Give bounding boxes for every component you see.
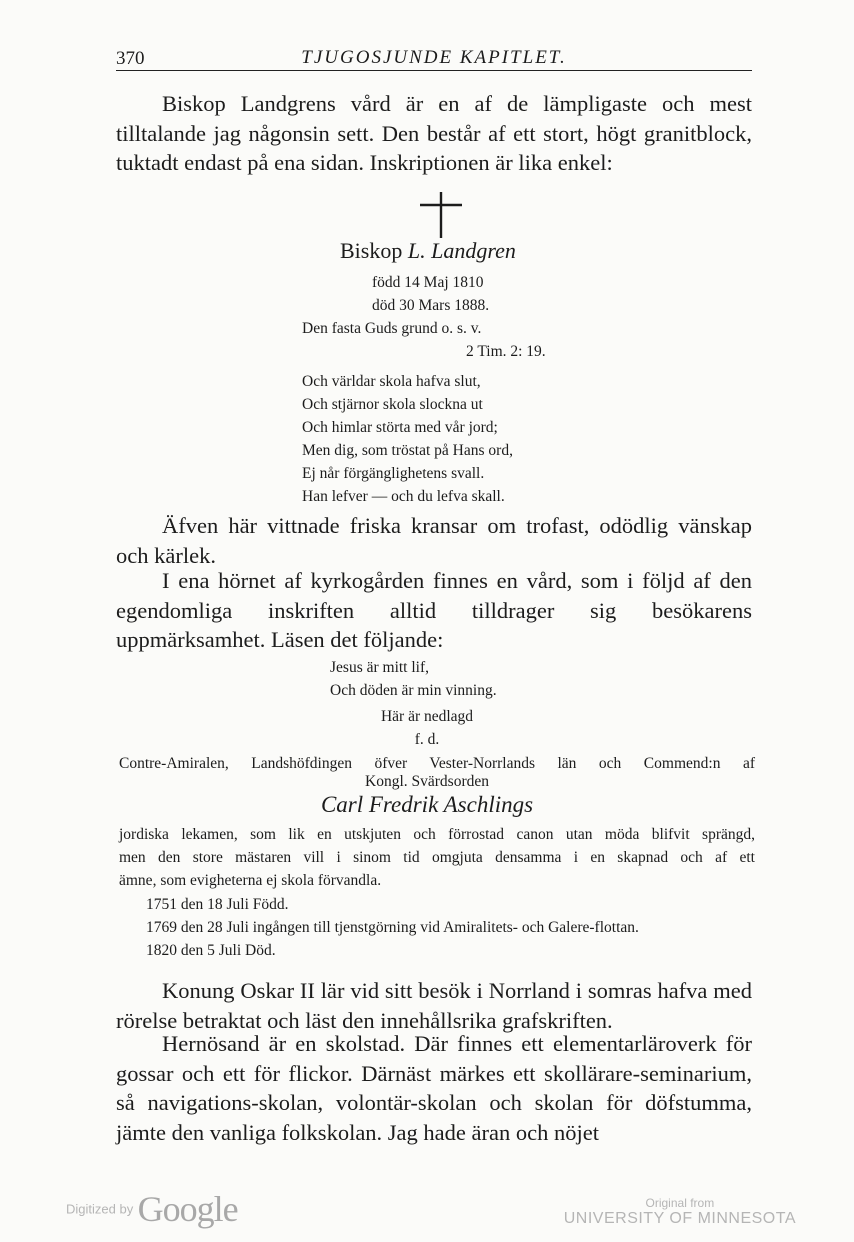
epitaph-name-prefix: Biskop [340,238,408,263]
paragraph-king-oskar: Konung Oskar II lär vid sitt besök i Norrland i somras hafva med rörelse betraktat och läst den innehållsrika grafskriften. [116,978,752,1033]
page-number: 370 [116,48,145,69]
verse-line: Och stjärnor skola slockna ut [302,396,483,413]
inscription-body-line: jordiska lekamen, som lik en utskjuten och förrostad canon utan möda blifvit sprängd, [119,826,755,843]
inscription-name: Carl Fredrik Aschlings [320,792,534,817]
paragraph-landgren-grave: Biskop Landgrens vård är en af de lämpligaste och mest tilltalande jag någonsin sett. Den består af ett stort, högt granitblock, tuktadt endast på ena sidan. Inskriptionen är lika enkel: [116,91,752,175]
inscription-date-line: 1820 den 5 Juli Död. [146,942,276,959]
original-from-label: Original from [645,1196,715,1210]
google-logo: Google [137,1189,238,1229]
epitaph-died: död 30 Mars 1888. [372,297,490,314]
paragraph-corner-grave: I ena hörnet af kyrkogården finnes en vård, som i följd af den egendomliga inskriften alltid tilldrager sig besökarens uppmärksamhet. Läsen det följande: [116,568,752,652]
inscription-date-line: 1751 den 18 Juli Född. [146,896,289,913]
inscription-body-line: men den store mästaren vill i sinom tid omgjuta densamma i en skapnad och af ett [119,849,755,866]
epitaph-name-italic: L. Landgren [407,238,516,263]
inscription-line: f. d. [414,731,440,748]
epitaph-motto: Den fasta Guds grund o. s. v. [302,320,482,337]
institution-label: UNIVERSITY OF MINNESOTA [563,1210,796,1227]
inscription-date-line: 1769 den 28 Juli ingången till tjenstgörning vid Amiralitets- och Galere-flottan. [146,919,639,936]
verse-line: Han lefver — och du lefva skall. [302,488,505,505]
inscription-line: Och döden är min vinning. [330,682,497,699]
cross-icon [420,190,462,238]
verse-line: Ej når förgänglighetens svall. [302,465,485,482]
running-header [116,42,752,71]
verse-line: Och himlar störta med vår jord; [302,419,498,436]
digitized-by-label: Digitized by [66,1201,134,1217]
inscription-line: Här är nedlagd [380,708,474,725]
epitaph-name [340,238,516,264]
inscription-body-line: ämne, som evigheterna ej skola förvandla. [119,872,382,889]
digitized-by-watermark [66,1188,238,1230]
source-watermark [564,1196,796,1228]
verse-line: Men dig, som tröstat på Hans ord, [302,442,513,459]
inscription-line: Kongl. Svärdsorden [365,773,489,790]
paragraph-hernosand-schools: Hernösand är en skolstad. Där finnes ett elementarläroverk för gossar och ett för flickor. Därnäst märkes ett skollärare-seminarium, så navigations-skolan, volontär-skolan och skolan för döfstumma, jämte den vanliga folkskolan. Jag hade äran och nöjet [116,1031,752,1145]
verse-line: Och världar skola hafva slut, [302,373,481,390]
inscription-line: Jesus är mitt lif, [330,659,430,676]
paragraph-wreaths: Äfven här vittnade friska kransar om trofast, odödlig vänskap och kärlek. [116,513,752,568]
epitaph-reference: 2 Tim. 2: 19. [466,343,546,360]
inscription-line: Contre-Amiralen, Landshöfdingen öfver Vester-Norrlands län och Commend:n af [119,755,755,772]
epitaph-born: född 14 Maj 1810 [372,274,484,291]
running-title: TJUGOSJUNDE KAPITLET. [301,47,567,68]
